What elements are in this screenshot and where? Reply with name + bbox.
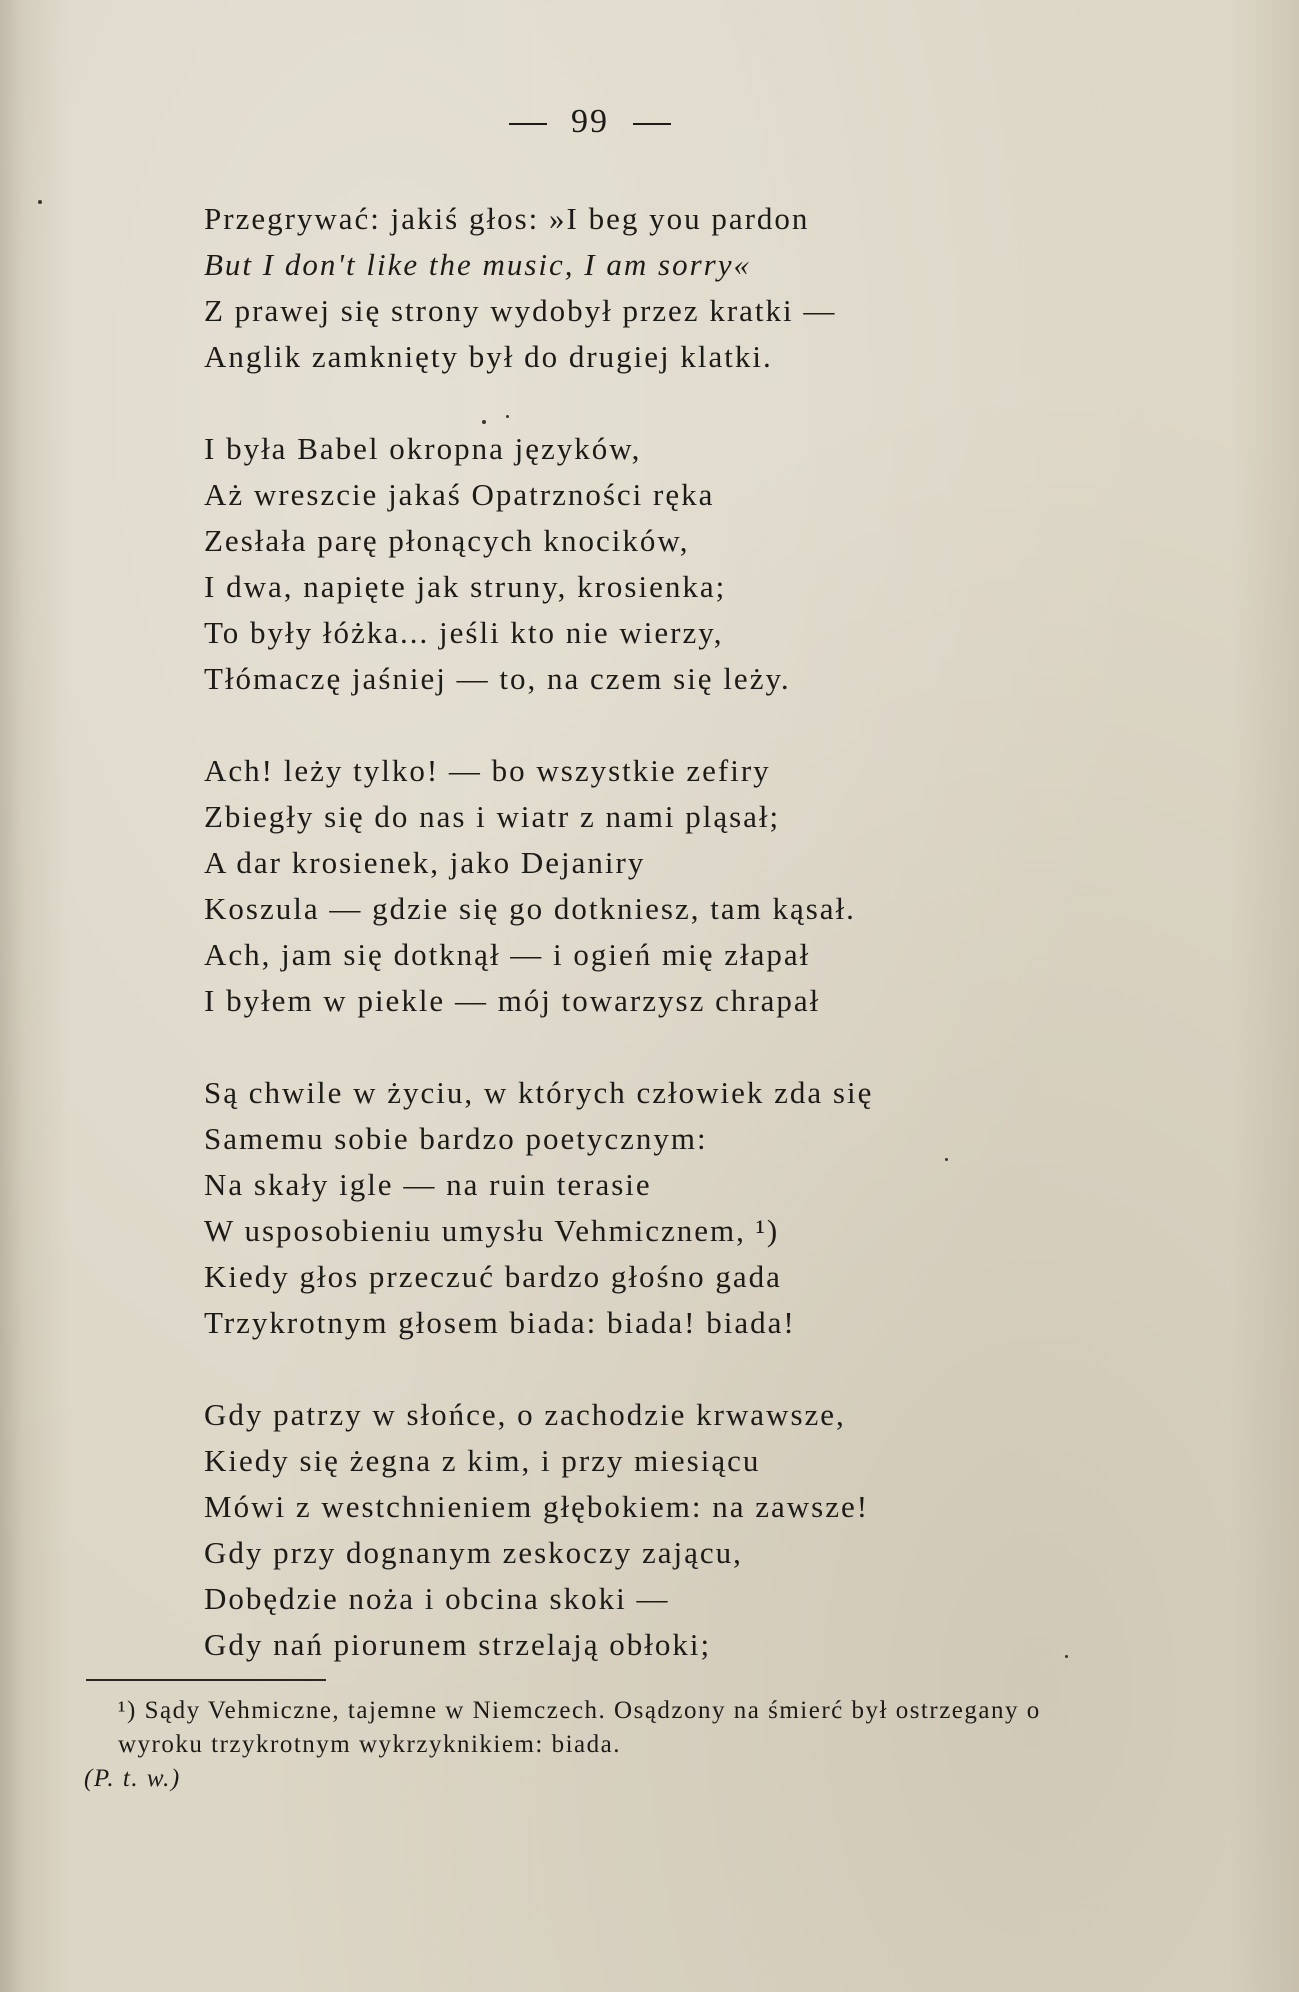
poem-line: Zbiegły się do nas i wiatr z nami pląsał;	[204, 799, 781, 834]
print-speck	[945, 1158, 948, 1161]
poem-line: Anglik zamknięty był do drugiej klatki.	[204, 339, 773, 374]
poem-line: Z prawej się strony wydobył przez kratki —	[204, 293, 837, 328]
print-speck	[482, 420, 486, 424]
footnote	[84, 1694, 1104, 1796]
stanza	[204, 426, 873, 702]
poem-line: Samemu sobie bardzo poetycznym:	[204, 1121, 708, 1156]
poem-line: I dwa, napięte jak struny, krosienka;	[204, 569, 727, 604]
stanza	[204, 196, 873, 380]
poem-line: Ach! leży tylko! — bo wszystkie zefiry	[204, 753, 771, 788]
poem-line: Mówi z westchnieniem głębokiem: na zawsze!	[204, 1489, 870, 1524]
footnote-source: (P. t. w.)	[84, 1765, 181, 1792]
poem-line: Gdy nań piorunem strzelają obłoki;	[204, 1627, 712, 1662]
page-number-header	[0, 103, 1180, 141]
print-speck	[38, 200, 42, 204]
poem-line: Są chwile w życiu, w których człowiek zda się	[204, 1075, 874, 1110]
footnote-marker: ¹)	[118, 1697, 137, 1724]
poem-line: Na skały igle — na ruin terasie	[204, 1167, 652, 1202]
print-speck	[1065, 1655, 1068, 1658]
footnote-text: Sądy Vehmiczne, tajemne w Niemczech. Osądzony na śmierć był ostrzegany o wyroku trzykrotnym wykrzyknikiem: biada.	[118, 1697, 1041, 1758]
poem-line: Aż wreszcie jakaś Opatrzności ręka	[204, 477, 715, 512]
poem-line: Przegrywać: jakiś głos: »I beg you pardon	[204, 201, 810, 236]
poem-line: Tłómaczę jaśniej — to, na czem się leży.	[204, 661, 791, 696]
poem-line: Koszula — gdzie się go dotkniesz, tam kąsał.	[204, 891, 856, 926]
poem-line: A dar krosienek, jako Dejaniry	[204, 845, 646, 880]
poem-line: Gdy patrzy w słońce, o zachodzie krwawsze,	[204, 1397, 846, 1432]
poem-line: But I don't like the music, I am sorry«	[204, 247, 751, 282]
poem-line: Trzykrotnym głosem biada: biada! biada!	[204, 1305, 796, 1340]
page-number: 99	[571, 103, 609, 140]
poem-line: Gdy przy dognanym zeskoczy zającu,	[204, 1535, 743, 1570]
poem-body	[204, 196, 873, 1668]
poem-line: I była Babel okropna języków,	[204, 431, 642, 466]
right-dash	[633, 123, 671, 125]
poem-line: Dobędzie noża i obcina skoki —	[204, 1581, 670, 1616]
poem-line: Ach, jam się dotknął — i ogień mię złapał	[204, 937, 811, 972]
poem-line: W usposobieniu umysłu Vehmicznem, ¹)	[204, 1213, 780, 1248]
poem-line: To były łóżka... jeśli kto nie wierzy,	[204, 615, 724, 650]
stanza	[204, 1392, 873, 1668]
poem-line: I byłem w piekle — mój towarzysz chrapał	[204, 983, 821, 1018]
poem-line: Kiedy się żegna z kim, i przy miesiącu	[204, 1443, 761, 1478]
poem-line: Zesłała parę płonących knocików,	[204, 523, 690, 558]
footnote-rule	[86, 1679, 326, 1681]
stanza	[204, 1070, 873, 1346]
poem-line: Kiedy głos przeczuć bardzo głośno gada	[204, 1259, 782, 1294]
stanza	[204, 748, 873, 1024]
print-speck	[506, 415, 509, 418]
left-dash	[509, 123, 547, 125]
